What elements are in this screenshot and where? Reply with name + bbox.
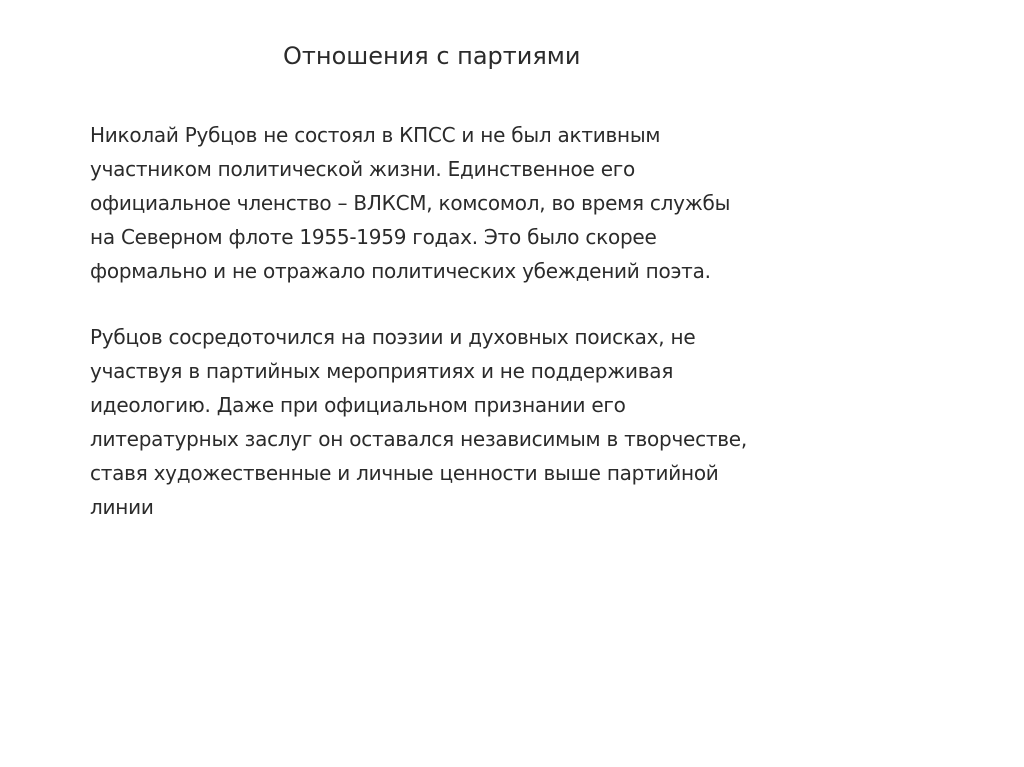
slide-body xyxy=(90,118,890,524)
paragraph-poetry-focus xyxy=(90,320,890,524)
paragraph-spacer xyxy=(90,288,890,320)
paragraph-line: на Северном флоте 1955-1959 годах. Это было скорее xyxy=(90,225,657,249)
paragraph-line: официальное членство – ВЛКСМ, комсомол, во время службы xyxy=(90,191,731,215)
paragraph-line: идеологию. Даже при официальном признании его xyxy=(90,393,626,417)
paragraph-line: Николай Рубцов не состоял в КПСС и не был активным xyxy=(90,123,661,147)
paragraph-line: участником политической жизни. Единственное его xyxy=(90,157,635,181)
paragraph-line: Рубцов сосредоточился на поэзии и духовных поисках, не xyxy=(90,325,696,349)
paragraph-line: линии xyxy=(90,495,154,519)
paragraph-line: ставя художественные и личные ценности выше партийной xyxy=(90,461,719,485)
slide-title: Отношения с партиями xyxy=(283,42,581,70)
paragraph-line: участвуя в партийных мероприятиях и не поддерживая xyxy=(90,359,674,383)
paragraph-line: формально и не отражало политических убеждений поэта. xyxy=(90,259,711,283)
paragraph-line: литературных заслуг он оставался независимым в творчестве, xyxy=(90,427,747,451)
paragraph-party-membership xyxy=(90,118,890,288)
